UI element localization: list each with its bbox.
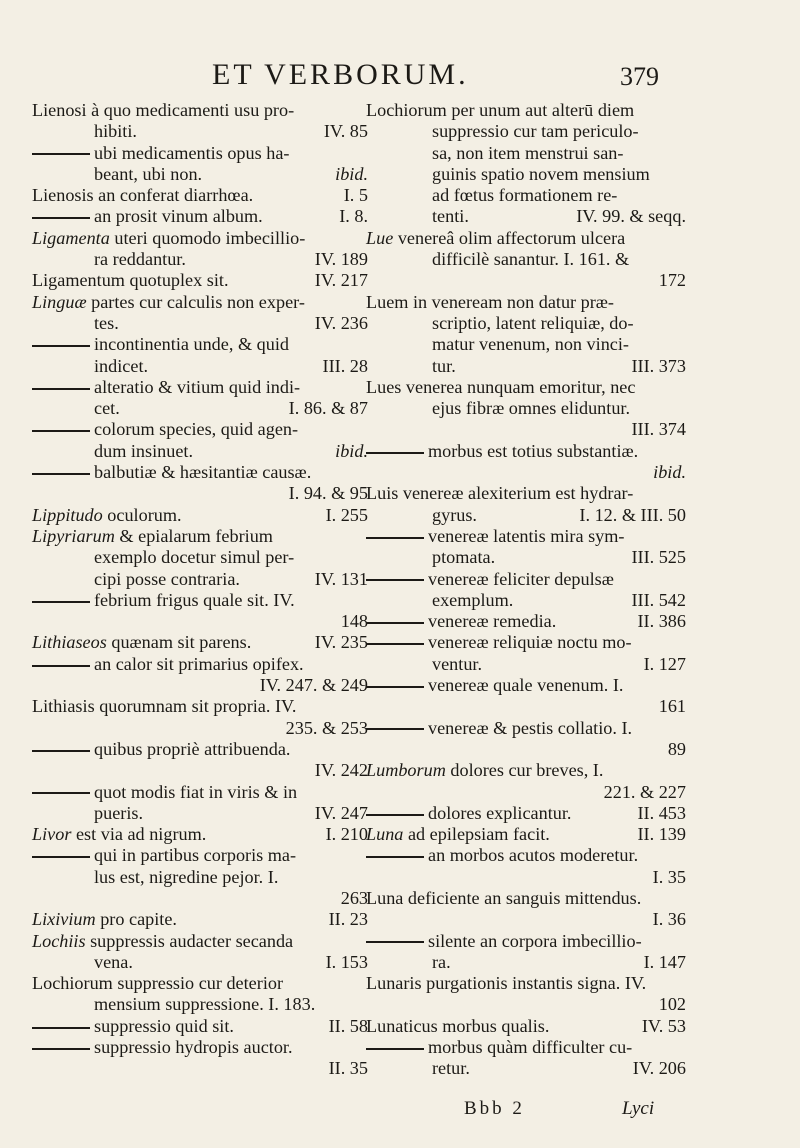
entry-headword: Lippitudo [32,504,103,525]
index-entry-line [366,313,686,334]
entry-text: Lienosi à quo medicamenti usu pro- [32,100,295,120]
index-entry-line [366,249,686,270]
entry-reference: IV. 242 [314,760,368,781]
ditto-dash [366,814,424,816]
entry-text: est via ad nigrum. [71,824,207,845]
entry-text: venereæ latentis mira sym- [428,525,625,546]
index-entry-line [32,377,368,398]
entry-text: partes cur calculis non exper- [86,291,305,312]
ditto-dash [366,686,424,688]
index-entry-line [32,206,368,227]
entry-text: febrium frigus quale sit. IV. [94,589,295,610]
index-entry-line [32,803,368,824]
index-entry-line [366,356,686,377]
index-entry-line [32,845,368,866]
entry-text: pueris. [94,802,143,823]
index-entry-line [366,270,686,291]
entry-reference: 172 [658,270,686,291]
index-entry-line [366,909,686,930]
entry-text: suppressio cur tam periculo- [432,121,639,142]
index-entry-line [366,611,686,632]
ditto-dash [366,728,424,730]
entry-reference: II. 386 [637,611,686,632]
entry-reference: II. 139 [637,824,686,845]
entry-reference: 263 [340,887,368,908]
index-entry-line [32,952,368,973]
entry-text: ra. [432,951,451,972]
entry-text: silente an corpora imbecillio- [428,930,642,951]
index-entry-line [32,164,368,185]
index-entry-line [366,931,686,952]
ditto-dash [32,217,90,219]
entry-text: morbus quàm difficulter cu- [428,1037,633,1058]
entry-headword: Lue [366,227,394,248]
ditto-dash [32,1027,90,1029]
entry-reference: I. 35 [652,866,686,887]
entry-reference: I. 8. [339,206,368,227]
entry-reference: IV. 236 [314,312,368,333]
entry-reference: IV. 247. & 249 [259,675,368,696]
index-entry-line [366,206,686,227]
index-entry-line [32,1037,368,1058]
index-entry-line [366,718,686,739]
index-entry-line [32,1058,368,1079]
entry-text: tur. [432,355,456,376]
entry-reference: IV. 53 [641,1015,686,1036]
index-entry-line [366,505,686,526]
index-entry-line [366,696,686,717]
entry-reference: 148 [340,611,368,632]
entry-reference: II. 35 [328,1058,368,1079]
entry-reference: III. 373 [631,355,686,376]
index-entry-line [32,888,368,909]
ditto-dash [366,579,424,581]
entry-reference: I. 210 [325,824,368,845]
entry-text: suppressio quid sit. [94,1015,234,1036]
entry-text: ad fœtus formationem re- [432,185,618,206]
entry-reference: I. 127 [643,653,686,674]
entry-text: exemplum. [432,589,514,610]
index-entry-line [32,249,368,270]
index-entry-line [32,143,368,164]
running-head [0,58,800,94]
ditto-dash [32,153,90,155]
left-index-column [32,100,368,1080]
index-entry-line [366,1016,686,1037]
entry-headword: Ligamenta [32,227,110,248]
entry-reference: 161 [658,696,686,717]
entry-text: exemplo docetur simul per- [94,547,295,568]
entry-reference: ibid. [335,163,368,184]
entry-reference: 221. & 227 [603,781,686,802]
index-entry-line [366,782,686,803]
entry-text: Luis venereæ alexiterium est hydrar- [366,483,634,504]
entry-text: cet. [94,398,120,419]
index-entry-line [32,334,368,355]
entry-text: venereæ reliquiæ noctu mo- [428,632,632,653]
entry-text: balbutiæ & hæsitantiæ causæ. [94,462,312,483]
index-entry-line [366,952,686,973]
entry-text: pro capite. [95,909,177,930]
index-entry-line [366,824,686,845]
index-entry-line [366,803,686,824]
right-index-column [366,100,686,1080]
entry-text: ubi medicamentis opus ha- [94,142,290,163]
entry-text: morbus est totius substantiæ. [428,440,639,461]
index-entry-line [32,569,368,590]
entry-reference: IV. 206 [632,1058,686,1079]
entry-reference: I. 86. & 87 [288,398,368,419]
index-entry-line [366,526,686,547]
entry-reference: IV. 131 [314,568,368,589]
entry-reference: II. 23 [328,909,368,930]
entry-text: matur venenum, non vinci- [432,334,629,355]
entry-reference: I. 94. & 95 [288,483,368,504]
entry-text: gyrus. [432,504,477,525]
index-entry-line [32,973,368,994]
entry-reference: III. 28 [322,355,368,376]
entry-text: sa, non item menstrui san- [432,142,624,163]
entry-text: & epialarum febrium [114,525,273,546]
entry-text: lus est, nigredine pejor. I. [94,866,279,887]
entry-text: dolores explicantur. [428,802,572,823]
entry-text: dum insinuet. [94,440,194,461]
entry-reference: I. 147 [643,951,686,972]
ditto-dash [366,537,424,539]
page-footer [0,1098,800,1128]
index-entry-line [32,867,368,888]
index-entry-line [32,356,368,377]
index-entry-line [366,100,686,121]
index-entry-line [32,121,368,142]
index-entry-line [32,526,368,547]
entry-text: quænam sit parens. [106,632,252,653]
index-entry-line [32,398,368,419]
index-entry-line [366,632,686,653]
entry-reference: IV. 217 [314,270,368,291]
index-entry-line [366,845,686,866]
index-entry-line [366,121,686,142]
index-entry-line [32,824,368,845]
page-title: ET VERBORUM. [212,58,469,91]
entry-text: incontinentia unde, & quid [94,334,289,355]
entry-text: Ligamentum quotuplex sit. [32,270,229,291]
entry-reference: IV. 85 [323,121,368,142]
index-entry-line [366,1058,686,1079]
index-entry-line [32,675,368,696]
ditto-dash [32,792,90,794]
index-entry-line [366,760,686,781]
entry-reference: III. 525 [631,547,686,568]
entry-text: suppressio hydropis auctor. [94,1037,293,1058]
entry-reference: 102 [658,994,686,1015]
entry-text: suppressis audacter secanda [85,930,294,951]
entry-reference: I. 153 [325,951,368,972]
ditto-dash [366,452,424,454]
index-entry-line [366,590,686,611]
index-entry-line [32,739,368,760]
catchword: Lyci [622,1098,655,1119]
index-entry-line [366,1037,686,1058]
index-entry-line [32,270,368,291]
ditto-dash [366,1048,424,1050]
entry-text: ptomata. [432,547,496,568]
ditto-dash [366,856,424,858]
index-entry-line [32,632,368,653]
index-entry-line [32,782,368,803]
entry-text: beant, ubi non. [94,163,203,184]
index-entry-line [32,228,368,249]
entry-reference: 89 [667,738,686,759]
entry-text: ra reddantur. [94,249,186,270]
entry-text: tes. [94,312,119,333]
entry-text: venereæ quale venenum. I. [428,675,624,696]
entry-headword: Luna [366,824,404,845]
index-entry-line [366,547,686,568]
entry-text: Luem in veneream non datur præ- [366,291,614,312]
index-entry-line [32,483,368,504]
entry-reference: III. 542 [631,589,686,610]
ditto-dash [32,345,90,347]
index-entry-line [32,1016,368,1037]
entry-text: an prosit vinum album. [94,206,263,227]
ditto-dash [32,430,90,432]
entry-text: ejus fibræ omnes eliduntur. [432,398,631,419]
page-number: 379 [620,62,659,91]
index-entry-line [32,462,368,483]
index-entry-line [32,313,368,334]
entry-text: uteri quomodo imbecillio- [109,227,306,248]
index-entry-line [32,441,368,462]
entry-text: difficilè sanantur. I. 161. & [432,249,630,270]
index-entry-line [32,547,368,568]
ditto-dash [366,941,424,943]
index-entry-line [32,654,368,675]
ditto-dash [32,856,90,858]
entry-text: indicet. [94,355,149,376]
entry-reference: I. 5 [343,185,368,206]
index-entry-line [32,718,368,739]
entry-text: Lues venerea nunquam emoritur, nec [366,376,636,397]
index-entry-line [366,973,686,994]
index-entry-line [366,419,686,440]
index-entry-line [32,100,368,121]
entry-text: retur. [432,1058,470,1079]
entry-text: tenti. [432,206,469,227]
entry-text: vena. [94,951,133,972]
index-entry-line [366,462,686,483]
entry-text: ad epilepsiam facit. [403,824,550,845]
index-entry-line [32,292,368,313]
entry-text: venereæ remedia. [428,611,557,632]
index-entry-line [32,185,368,206]
entry-text: oculorum. [102,504,182,525]
entry-reference: I. 255 [325,504,368,525]
ditto-dash [32,473,90,475]
index-entry-line [32,419,368,440]
entry-text: cipi posse contraria. [94,568,240,589]
entry-text: Lunaris purgationis instantis signa. IV. [366,973,647,994]
ditto-dash [32,665,90,667]
index-entry-line [32,760,368,781]
entry-reference: IV. 99. & seqq. [576,206,686,227]
entry-reference: I. 12. & III. 50 [579,504,686,525]
index-entry-line [366,377,686,398]
entry-text: venereæ feliciter depulsæ [428,568,614,589]
entry-headword: Linguæ [32,291,87,312]
index-entry-line [366,143,686,164]
index-entry-line [366,398,686,419]
entry-headword: Lumborum [366,760,446,781]
ditto-dash [32,601,90,603]
ditto-dash [32,750,90,752]
entry-text: venereâ olim affectorum ulcera [393,227,626,248]
index-entry-line [366,228,686,249]
index-entry-line [32,994,368,1015]
entry-text: Lochiorum suppressio cur deterior [32,973,284,994]
entry-text: Luna deficiente an sanguis mittendus. [366,887,642,908]
index-entry-line [32,611,368,632]
entry-text: an calor sit primarius opifex. [94,653,304,674]
entry-reference: ibid. [653,462,686,483]
index-entry-line [366,675,686,696]
signature-mark: Bbb 2 [464,1098,525,1119]
entry-reference: IV. 247 [314,802,368,823]
index-entry-line [32,505,368,526]
ditto-dash [32,388,90,390]
entry-headword: Livor [32,824,72,845]
entry-reference: II. 58 [328,1015,368,1036]
entry-reference: ibid. [335,440,368,461]
index-entry-line [366,441,686,462]
entry-text: quot modis fiat in viris & in [94,781,298,802]
entry-text: mensium suppressione. I. 183. [94,994,316,1015]
entry-text: Lochiorum per unum aut alterū diem [366,100,635,120]
entry-reference: 235. & 253 [285,717,368,738]
index-entry-line [366,164,686,185]
index-entry-line [32,696,368,717]
entry-text: Lithiasis quorumnam sit propria. IV. [32,696,297,717]
entry-reference: III. 374 [631,419,686,440]
entry-text: quibus propriè attribuenda. [94,738,291,759]
index-entry-line [366,569,686,590]
entry-text: Lienosis an conferat diarrhœa. [32,185,254,206]
index-entry-line [366,888,686,909]
entry-text: Lunaticus morbus qualis. [366,1015,550,1036]
entry-text: qui in partibus corporis ma- [94,845,297,866]
entry-text: guinis spatio novem mensium [432,163,650,184]
entry-text: alteratio & vitium quid indi- [94,376,301,397]
ditto-dash [366,643,424,645]
entry-reference: IV. 235 [314,632,368,653]
entry-reference: I. 36 [652,909,686,930]
index-entry-line [366,994,686,1015]
entry-headword: Lithiaseos [32,632,107,653]
entry-text: ventur. [432,653,483,674]
index-entry-line [366,654,686,675]
entry-headword: Lochiis [32,930,86,951]
entry-reference: IV. 189 [314,249,368,270]
index-entry-line [366,483,686,504]
ditto-dash [366,622,424,624]
ditto-dash [32,1048,90,1050]
index-entry-line [32,590,368,611]
entry-headword: Lipyriarum [32,525,115,546]
entry-text: an morbos acutos moderetur. [428,845,639,866]
index-entry-line [366,185,686,206]
index-entry-line [32,931,368,952]
entry-text: venereæ & pestis collatio. I. [428,717,633,738]
entry-text: colorum species, quid agen- [94,419,299,440]
index-entry-line [366,334,686,355]
index-entry-line [366,867,686,888]
entry-headword: Lixivium [32,909,96,930]
index-entry-line [32,909,368,930]
index-entry-line [366,739,686,760]
entry-text: scriptio, latent reliquiæ, do- [432,312,634,333]
index-entry-line [366,292,686,313]
entry-text: dolores cur breves, I. [445,760,604,781]
entry-reference: II. 453 [637,802,686,823]
entry-text: hibiti. [94,121,137,142]
